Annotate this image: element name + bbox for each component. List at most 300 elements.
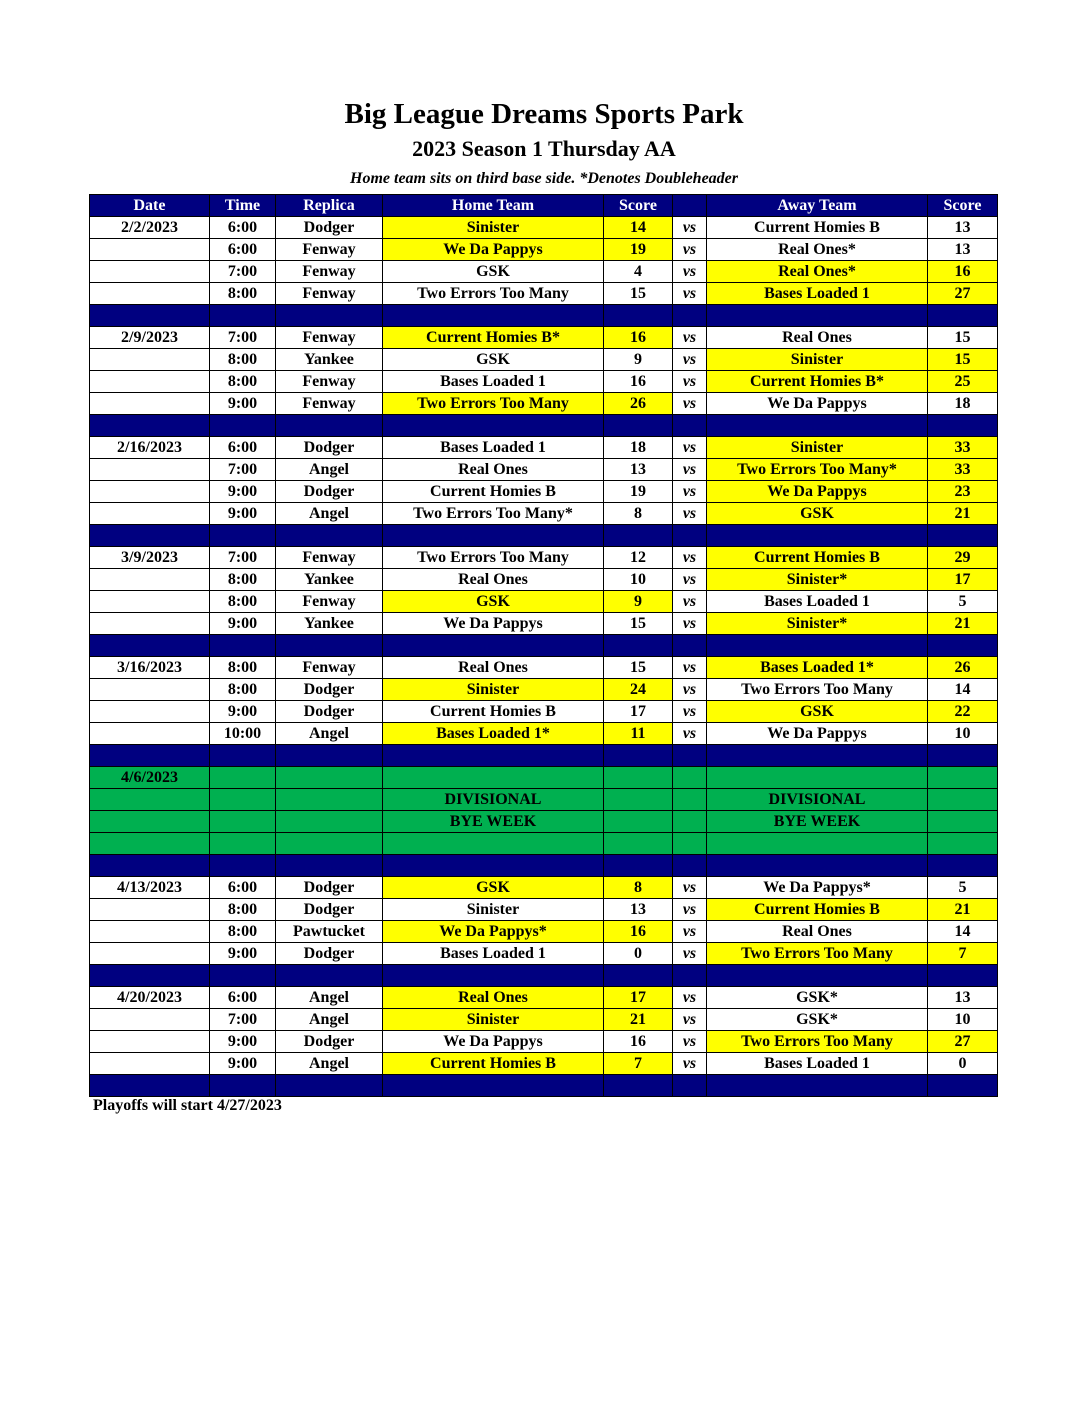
home-team-cell: GSK [383,591,604,613]
column-header-vs [673,195,707,217]
date-cell [90,1053,210,1075]
home-team-cell: Real Ones [383,569,604,591]
game-row [90,1031,998,1053]
separator-cell [928,305,998,327]
away-team-cell: We Da Pappys [707,723,928,745]
column-header-away-team: Away Team [707,195,928,217]
home-score-cell: 19 [604,481,673,503]
separator-cell [604,525,673,547]
home-score-cell: 24 [604,679,673,701]
separator-cell [928,855,998,877]
separator-cell [383,305,604,327]
bye-week-row [90,811,998,833]
vs-cell: vs [673,547,707,569]
time-cell: 8:00 [210,921,276,943]
time-cell: 8:00 [210,591,276,613]
date-cell [90,569,210,591]
date-cell [90,679,210,701]
away-team-cell: Current Homies B [707,547,928,569]
date-cell [90,789,210,811]
page-note: Home team sits on third base side. *Denotes Doubleheader [350,170,738,187]
date-cell: 4/20/2023 [90,987,210,1009]
home-team-cell [383,767,604,789]
vs-cell: vs [673,921,707,943]
empty-cell [604,833,673,855]
bye-week-row [90,767,998,789]
away-score-cell: 26 [928,657,998,679]
away-score-cell: 13 [928,987,998,1009]
game-row [90,679,998,701]
away-team-cell: We Da Pappys* [707,877,928,899]
away-team-cell: Two Errors Too Many* [707,459,928,481]
away-score-cell: 21 [928,503,998,525]
time-cell: 7:00 [210,261,276,283]
date-cell [90,591,210,613]
away-score-cell: 10 [928,1009,998,1031]
date-cell [90,261,210,283]
home-score-cell: 18 [604,437,673,459]
away-score-cell: 0 [928,1053,998,1075]
date-cell [90,503,210,525]
replica-cell: Fenway [276,327,383,349]
separator-cell [383,855,604,877]
empty-cell [276,789,383,811]
home-team-cell: Two Errors Too Many [383,283,604,305]
home-team-cell: Bases Loaded 1 [383,943,604,965]
vs-cell: vs [673,1031,707,1053]
game-row [90,921,998,943]
away-score-cell: 10 [928,723,998,745]
away-team-cell: Bases Loaded 1* [707,657,928,679]
away-team-cell: Sinister [707,349,928,371]
date-cell [90,943,210,965]
home-score-cell: 16 [604,1031,673,1053]
home-score-cell: 12 [604,547,673,569]
away-team-cell: Bases Loaded 1 [707,1053,928,1075]
empty-cell [210,833,276,855]
away-score-cell: 16 [928,261,998,283]
game-row [90,657,998,679]
replica-cell: Dodger [276,679,383,701]
time-cell: 9:00 [210,943,276,965]
separator-cell [673,965,707,987]
replica-cell: Pawtucket [276,921,383,943]
separator-cell [604,305,673,327]
vs-cell: vs [673,327,707,349]
home-team-cell: Real Ones [383,987,604,1009]
separator-cell [673,1075,707,1097]
time-cell: 8:00 [210,283,276,305]
replica-cell: Angel [276,723,383,745]
home-team-cell: Bases Loaded 1* [383,723,604,745]
empty-cell [928,811,998,833]
away-team-cell: We Da Pappys [707,481,928,503]
away-score-cell: 18 [928,393,998,415]
separator-cell [928,635,998,657]
separator-cell [673,415,707,437]
empty-cell [673,789,707,811]
column-header-date: Date [90,195,210,217]
home-score-cell: 15 [604,613,673,635]
separator-row [90,635,998,657]
away-team-cell: Current Homies B* [707,371,928,393]
vs-cell: vs [673,437,707,459]
away-score-cell: 23 [928,481,998,503]
away-score-cell: 21 [928,613,998,635]
date-cell: 3/9/2023 [90,547,210,569]
home-score-cell: 8 [604,503,673,525]
away-score-cell: 29 [928,547,998,569]
home-score-cell: 26 [604,393,673,415]
replica-cell: Yankee [276,569,383,591]
time-cell: 7:00 [210,1009,276,1031]
vs-cell: vs [673,613,707,635]
separator-cell [383,745,604,767]
date-cell: 2/9/2023 [90,327,210,349]
time-cell: 7:00 [210,327,276,349]
date-cell [90,833,210,855]
empty-cell [928,789,998,811]
empty-cell [210,811,276,833]
time-cell: 6:00 [210,877,276,899]
away-score-cell: 5 [928,591,998,613]
time-cell: 9:00 [210,613,276,635]
separator-cell [707,855,928,877]
time-cell: 6:00 [210,239,276,261]
separator-cell [276,525,383,547]
separator-cell [276,635,383,657]
home-score-cell: 8 [604,877,673,899]
separator-row [90,415,998,437]
home-team-cell: Two Errors Too Many [383,547,604,569]
separator-cell [210,635,276,657]
away-team-cell: Bases Loaded 1 [707,591,928,613]
time-cell: 7:00 [210,459,276,481]
replica-cell: Fenway [276,261,383,283]
game-row [90,481,998,503]
replica-cell: Angel [276,459,383,481]
away-team-cell: DIVISIONAL [707,789,928,811]
away-score-cell: 27 [928,1031,998,1053]
column-header-away-score: Score [928,195,998,217]
separator-cell [928,965,998,987]
replica-cell: Dodger [276,217,383,239]
home-score-cell: 9 [604,591,673,613]
date-cell [90,283,210,305]
away-score-cell: 13 [928,217,998,239]
replica-cell: Angel [276,503,383,525]
home-team-cell [383,833,604,855]
replica-cell: Dodger [276,877,383,899]
separator-cell [604,745,673,767]
away-team-cell: BYE WEEK [707,811,928,833]
separator-cell [707,745,928,767]
time-cell: 9:00 [210,393,276,415]
away-team-cell: GSK* [707,1009,928,1031]
separator-cell [673,635,707,657]
home-score-cell: 16 [604,371,673,393]
away-team-cell: Bases Loaded 1 [707,283,928,305]
date-cell: 3/16/2023 [90,657,210,679]
home-score-cell: 11 [604,723,673,745]
separator-cell [673,525,707,547]
away-team-cell: Two Errors Too Many [707,943,928,965]
time-cell: 6:00 [210,217,276,239]
home-team-cell: Current Homies B [383,481,604,503]
vs-cell: vs [673,393,707,415]
bye-week-row [90,789,998,811]
game-row [90,261,998,283]
separator-row [90,305,998,327]
replica-cell: Dodger [276,943,383,965]
game-row [90,1009,998,1031]
game-row [90,349,998,371]
replica-cell: Fenway [276,547,383,569]
separator-cell [383,635,604,657]
away-team-cell: Real Ones [707,327,928,349]
home-team-cell: Two Errors Too Many* [383,503,604,525]
time-cell: 8:00 [210,679,276,701]
separator-cell [276,965,383,987]
game-row [90,503,998,525]
game-row [90,459,998,481]
vs-cell: vs [673,569,707,591]
vs-cell: vs [673,481,707,503]
separator-cell [276,1075,383,1097]
home-team-cell: We Da Pappys [383,613,604,635]
home-team-cell: Real Ones [383,459,604,481]
home-team-cell: BYE WEEK [383,811,604,833]
separator-cell [90,1075,210,1097]
date-cell: 4/13/2023 [90,877,210,899]
home-score-cell: 15 [604,657,673,679]
separator-cell [928,525,998,547]
separator-cell [604,965,673,987]
home-team-cell: We Da Pappys [383,239,604,261]
separator-cell [210,855,276,877]
game-row [90,877,998,899]
separator-cell [707,635,928,657]
away-score-cell: 7 [928,943,998,965]
separator-cell [383,525,604,547]
away-score-cell: 14 [928,921,998,943]
game-row [90,701,998,723]
away-team-cell: Sinister [707,437,928,459]
away-team-cell [707,767,928,789]
away-score-cell: 14 [928,679,998,701]
vs-cell: vs [673,877,707,899]
game-row [90,283,998,305]
empty-cell [276,811,383,833]
date-cell [90,239,210,261]
away-team-cell: Current Homies B [707,899,928,921]
separator-row [90,745,998,767]
separator-row [90,525,998,547]
empty-cell [928,767,998,789]
home-team-cell: Two Errors Too Many [383,393,604,415]
vs-cell: vs [673,503,707,525]
vs-cell: vs [673,1009,707,1031]
date-cell: 2/2/2023 [90,217,210,239]
vs-cell: vs [673,591,707,613]
separator-cell [928,415,998,437]
away-team-cell: Real Ones* [707,239,928,261]
date-cell [90,1009,210,1031]
away-score-cell: 33 [928,459,998,481]
time-cell: 8:00 [210,569,276,591]
empty-cell [210,767,276,789]
home-team-cell: Sinister [383,217,604,239]
vs-cell: vs [673,239,707,261]
date-cell [90,371,210,393]
away-team-cell: GSK [707,503,928,525]
empty-cell [604,789,673,811]
game-row [90,371,998,393]
home-score-cell: 4 [604,261,673,283]
time-cell: 8:00 [210,349,276,371]
separator-cell [210,965,276,987]
empty-cell [276,767,383,789]
empty-cell [673,767,707,789]
home-score-cell: 16 [604,921,673,943]
away-score-cell: 33 [928,437,998,459]
separator-cell [90,305,210,327]
game-row [90,437,998,459]
separator-cell [673,745,707,767]
vs-cell: vs [673,943,707,965]
away-score-cell: 17 [928,569,998,591]
home-score-cell: 15 [604,283,673,305]
separator-cell [707,965,928,987]
game-row [90,1053,998,1075]
home-score-cell: 9 [604,349,673,371]
vs-cell: vs [673,899,707,921]
separator-row [90,1075,998,1097]
date-cell [90,899,210,921]
away-team-cell: GSK* [707,987,928,1009]
time-cell: 6:00 [210,437,276,459]
separator-cell [276,305,383,327]
game-row [90,547,998,569]
home-team-cell: Real Ones [383,657,604,679]
separator-cell [210,305,276,327]
away-team-cell [707,833,928,855]
separator-row [90,855,998,877]
bye-week-row [90,833,998,855]
home-score-cell: 13 [604,899,673,921]
game-row [90,569,998,591]
empty-cell [276,833,383,855]
replica-cell: Fenway [276,657,383,679]
date-cell [90,349,210,371]
empty-cell [210,789,276,811]
vs-cell: vs [673,459,707,481]
home-team-cell: Current Homies B* [383,327,604,349]
replica-cell: Dodger [276,437,383,459]
vs-cell: vs [673,701,707,723]
home-team-cell: GSK [383,261,604,283]
away-score-cell: 22 [928,701,998,723]
time-cell: 8:00 [210,657,276,679]
separator-cell [276,745,383,767]
away-score-cell: 13 [928,239,998,261]
home-team-cell: Current Homies B [383,701,604,723]
home-team-cell: We Da Pappys [383,1031,604,1053]
replica-cell: Yankee [276,349,383,371]
away-score-cell: 25 [928,371,998,393]
vs-cell: vs [673,679,707,701]
date-cell [90,723,210,745]
separator-cell [604,635,673,657]
away-team-cell: Real Ones [707,921,928,943]
replica-cell: Dodger [276,899,383,921]
time-cell: 8:00 [210,371,276,393]
separator-cell [90,965,210,987]
date-cell [90,1031,210,1053]
empty-cell [673,833,707,855]
replica-cell: Dodger [276,1031,383,1053]
away-team-cell: Two Errors Too Many [707,679,928,701]
separator-cell [383,1075,604,1097]
separator-cell [90,745,210,767]
home-team-cell: Sinister [383,679,604,701]
away-team-cell: Sinister* [707,613,928,635]
replica-cell: Fenway [276,393,383,415]
separator-cell [210,415,276,437]
game-row [90,217,998,239]
date-cell: 4/6/2023 [90,767,210,789]
vs-cell: vs [673,217,707,239]
date-cell [90,459,210,481]
home-team-cell: DIVISIONAL [383,789,604,811]
vs-cell: vs [673,657,707,679]
away-team-cell: Real Ones* [707,261,928,283]
home-team-cell: Sinister [383,1009,604,1031]
home-team-cell: Bases Loaded 1 [383,371,604,393]
time-cell: 9:00 [210,503,276,525]
date-cell [90,811,210,833]
time-cell: 7:00 [210,547,276,569]
replica-cell: Angel [276,1053,383,1075]
separator-cell [928,745,998,767]
empty-cell [928,833,998,855]
date-cell [90,921,210,943]
date-cell: 2/16/2023 [90,437,210,459]
separator-cell [210,745,276,767]
vs-cell: vs [673,1053,707,1075]
schedule-table [89,194,998,1097]
empty-cell [604,811,673,833]
column-header-replica: Replica [276,195,383,217]
time-cell: 8:00 [210,899,276,921]
vs-cell: vs [673,283,707,305]
time-cell: 9:00 [210,1031,276,1053]
home-team-cell: Current Homies B [383,1053,604,1075]
vs-cell: vs [673,261,707,283]
separator-cell [90,415,210,437]
game-row [90,327,998,349]
separator-cell [707,1075,928,1097]
table-header-row [90,195,998,217]
separator-cell [276,855,383,877]
date-cell [90,701,210,723]
home-score-cell: 21 [604,1009,673,1031]
separator-cell [604,855,673,877]
game-row [90,943,998,965]
away-team-cell: Two Errors Too Many [707,1031,928,1053]
separator-cell [604,1075,673,1097]
replica-cell: Yankee [276,613,383,635]
